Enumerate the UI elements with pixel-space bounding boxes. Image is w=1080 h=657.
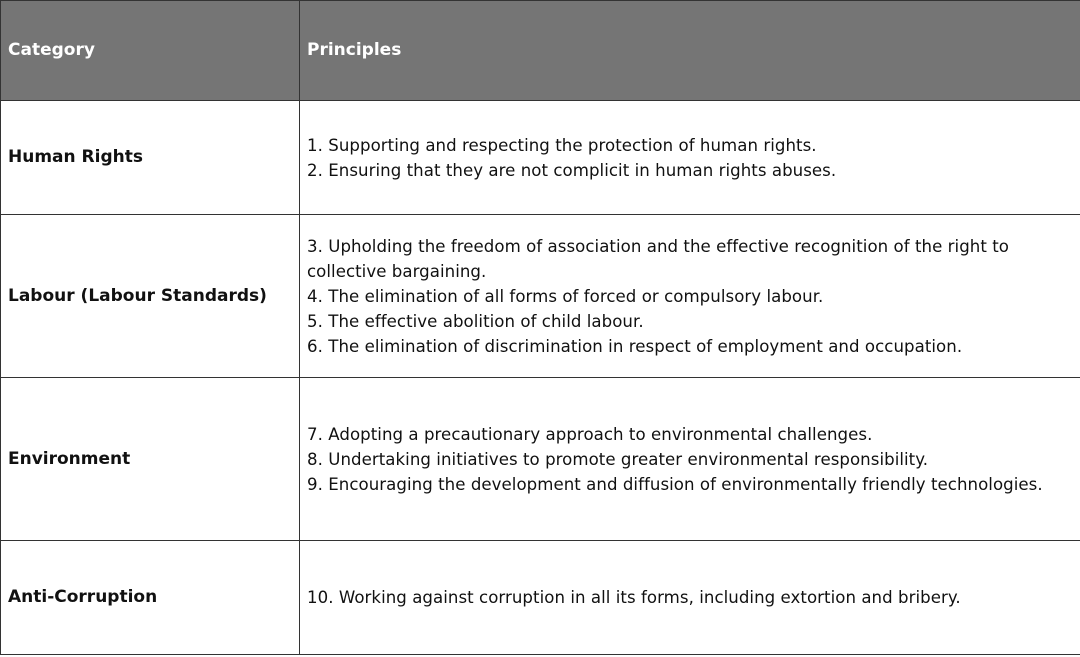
principles-cell	[300, 215, 1080, 378]
table-row	[1, 378, 1080, 541]
principle-item: 4. The elimination of all forms of forced or compulsory labour.	[307, 286, 824, 306]
principle-item: 3. Upholding the freedom of association and the effective recognition of the right to collective bargaining.	[307, 236, 1009, 281]
table-row	[1, 101, 1080, 215]
principle-item: 10. Working against corruption in all its forms, including extortion and bribery.	[307, 588, 961, 607]
category-cell: Anti-Corruption	[1, 541, 300, 655]
principles-cell	[300, 101, 1080, 215]
table-row	[1, 215, 1080, 378]
principle-item: 9. Encouraging the development and diffusion of environmentally friendly technologies.	[307, 474, 1043, 494]
header-principles: Principles	[300, 1, 1080, 101]
principle-item: 6. The elimination of discrimination in respect of employment and occupation.	[307, 336, 963, 356]
category-cell: Human Rights	[1, 101, 300, 215]
principles-cell	[300, 378, 1080, 541]
principle-item: 1. Supporting and respecting the protection of human rights.	[307, 135, 817, 155]
principle-item: 5. The effective abolition of child labour.	[307, 311, 644, 331]
principle-item: 7. Adopting a precautionary approach to environmental challenges.	[307, 424, 873, 444]
principle-item: 2. Ensuring that they are not complicit in human rights abuses.	[307, 160, 837, 180]
table-header-row	[1, 1, 1080, 101]
header-category: Category	[1, 1, 300, 101]
principles-cell	[300, 541, 1080, 655]
category-cell: Environment	[1, 378, 300, 541]
category-cell: Labour (Labour Standards)	[1, 215, 300, 378]
principle-item: 8. Undertaking initiatives to promote greater environmental responsibility.	[307, 449, 929, 469]
table-row	[1, 541, 1080, 655]
